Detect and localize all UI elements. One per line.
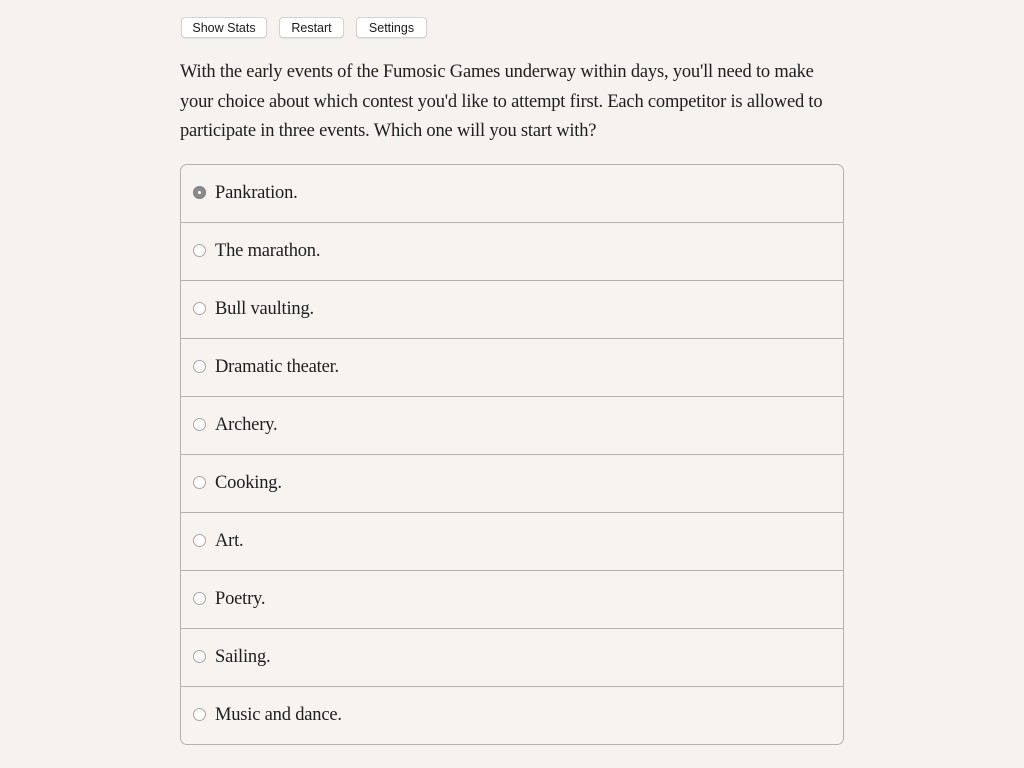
radio-button-icon[interactable] [193, 534, 206, 547]
choice-label: Music and dance. [215, 705, 342, 725]
radio-button-icon[interactable] [193, 650, 206, 663]
choice-label: Sailing. [215, 647, 271, 667]
radio-button-icon[interactable] [193, 186, 206, 199]
choice-option-cooking[interactable] [181, 454, 843, 512]
choice-option-pankration[interactable] [181, 165, 843, 222]
choice-label: Dramatic theater. [215, 357, 339, 377]
show-stats-button[interactable]: Show Stats [181, 17, 267, 38]
choice-option-dramatic-theater[interactable] [181, 338, 843, 396]
choice-option-marathon[interactable] [181, 222, 843, 280]
radio-button-icon[interactable] [193, 244, 206, 257]
choice-option-music-and-dance[interactable] [181, 686, 843, 744]
choice-option-sailing[interactable] [181, 628, 843, 686]
choice-label: Bull vaulting. [215, 299, 314, 319]
radio-button-icon[interactable] [193, 592, 206, 605]
choice-label: Pankration. [215, 183, 298, 203]
choice-option-archery[interactable] [181, 396, 843, 454]
choice-option-poetry[interactable] [181, 570, 843, 628]
restart-button[interactable]: Restart [279, 17, 344, 38]
radio-button-icon[interactable] [193, 360, 206, 373]
radio-button-icon[interactable] [193, 302, 206, 315]
choice-option-bull-vaulting[interactable] [181, 280, 843, 338]
settings-button[interactable]: Settings [356, 17, 427, 38]
choice-label: Art. [215, 531, 244, 551]
radio-button-icon[interactable] [193, 418, 206, 431]
choice-label: Poetry. [215, 589, 266, 609]
choice-label: Archery. [215, 415, 278, 435]
radio-button-icon[interactable] [193, 708, 206, 721]
choice-label: The marathon. [215, 241, 321, 261]
choice-label: Cooking. [215, 473, 282, 493]
story-passage: With the early events of the Fumosic Games underway within days, you'll need to make your choice about which contest you'd like to attempt first. Each competitor is allowed to participate in three events. Which one will you start with? [180, 62, 823, 141]
radio-button-icon[interactable] [193, 476, 206, 489]
choice-list [180, 164, 844, 745]
choice-option-art[interactable] [181, 512, 843, 570]
